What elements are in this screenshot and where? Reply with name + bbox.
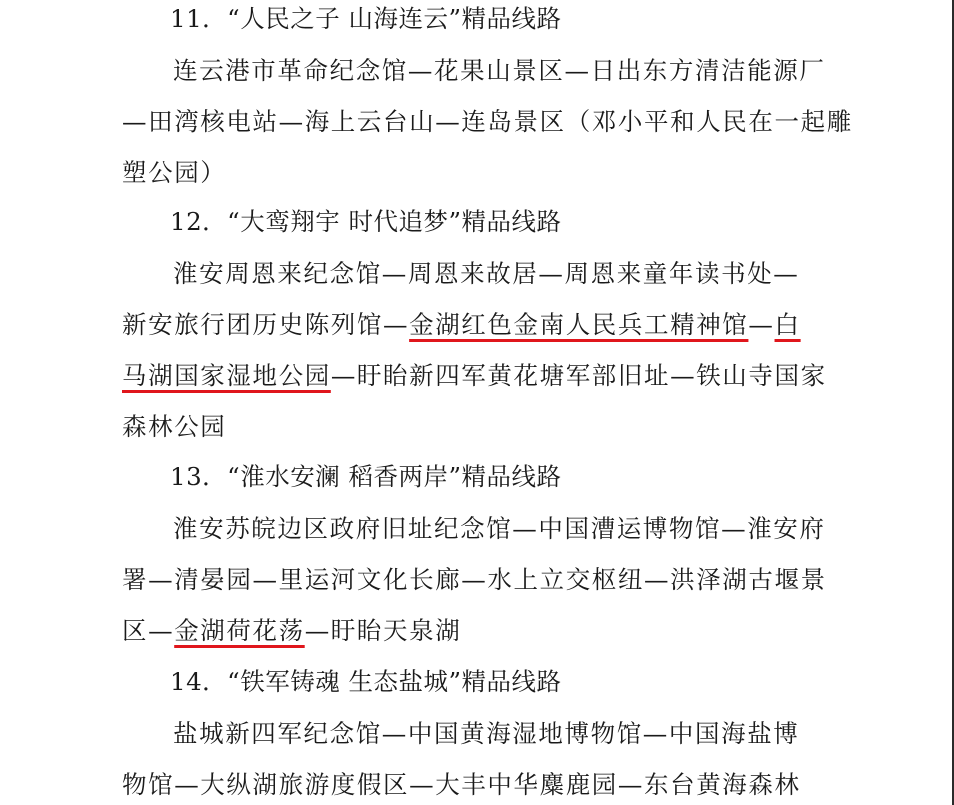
route-heading-14: 14．“铁军铸魂 生态盐城”精品线路	[170, 667, 562, 696]
route-11-line-3: 塑公园）	[122, 158, 227, 187]
highlighted-site-baima-lake-wetland-park: 马湖国家湿地公园	[122, 361, 331, 390]
route-13-segment-plain: 区—	[122, 616, 175, 645]
route-11-line-1: 连云港市革命纪念馆—花果山景区—日出东方清洁能源厂	[173, 56, 826, 85]
route-13-segment-rest: —盱眙天泉湖	[304, 616, 462, 645]
route-12-segment-rest: —盱眙新四军黄花塘军部旧址—铁山寺国家	[330, 361, 827, 390]
route-12-separator: —	[748, 310, 775, 339]
route-13-line-1: 淮安苏皖边区政府旧址纪念馆—中国漕运博物馆—淮安府	[173, 514, 826, 543]
route-12-line-1: 淮安周恩来纪念馆—周恩来故居—周恩来童年读书处—	[173, 259, 800, 288]
route-heading-12: 12．“大鸾翔宇 时代追梦”精品线路	[170, 207, 562, 236]
route-12-line-3	[122, 361, 827, 391]
route-12-segment-plain: 新安旅行团历史陈列馆—	[122, 310, 410, 339]
route-12-line-4: 森林公园	[122, 412, 227, 441]
route-14-line-2: 物馆—大纵湖旅游度假区—大丰中华麋鹿园—东台黄海森林	[122, 770, 801, 799]
route-heading-13: 13．“淮水安澜 稻香两岸”精品线路	[170, 462, 562, 491]
route-12-line-2	[122, 310, 801, 340]
route-13-line-2: 署—清晏园—里运河文化长廊—水上立交枢纽—洪泽湖古堰景	[122, 565, 827, 594]
route-14-line-1: 盐城新四军纪念馆—中国黄海湿地博物馆—中国海盐博	[173, 719, 800, 748]
highlighted-site-baima-lake-start: 白	[774, 310, 801, 339]
highlighted-site-jinnan-arsenal-memorial: 金湖红色金南人民兵工精神馆	[409, 310, 749, 339]
route-heading-11: 11．“人民之子 山海连云”精品线路	[170, 4, 562, 33]
route-13-line-3	[122, 616, 461, 646]
highlighted-site-jinhu-lotus-marsh: 金湖荷花荡	[174, 616, 305, 645]
route-11-line-2: —田湾核电站—海上云台山—连岛景区（邓小平和人民在一起雕	[122, 107, 853, 136]
